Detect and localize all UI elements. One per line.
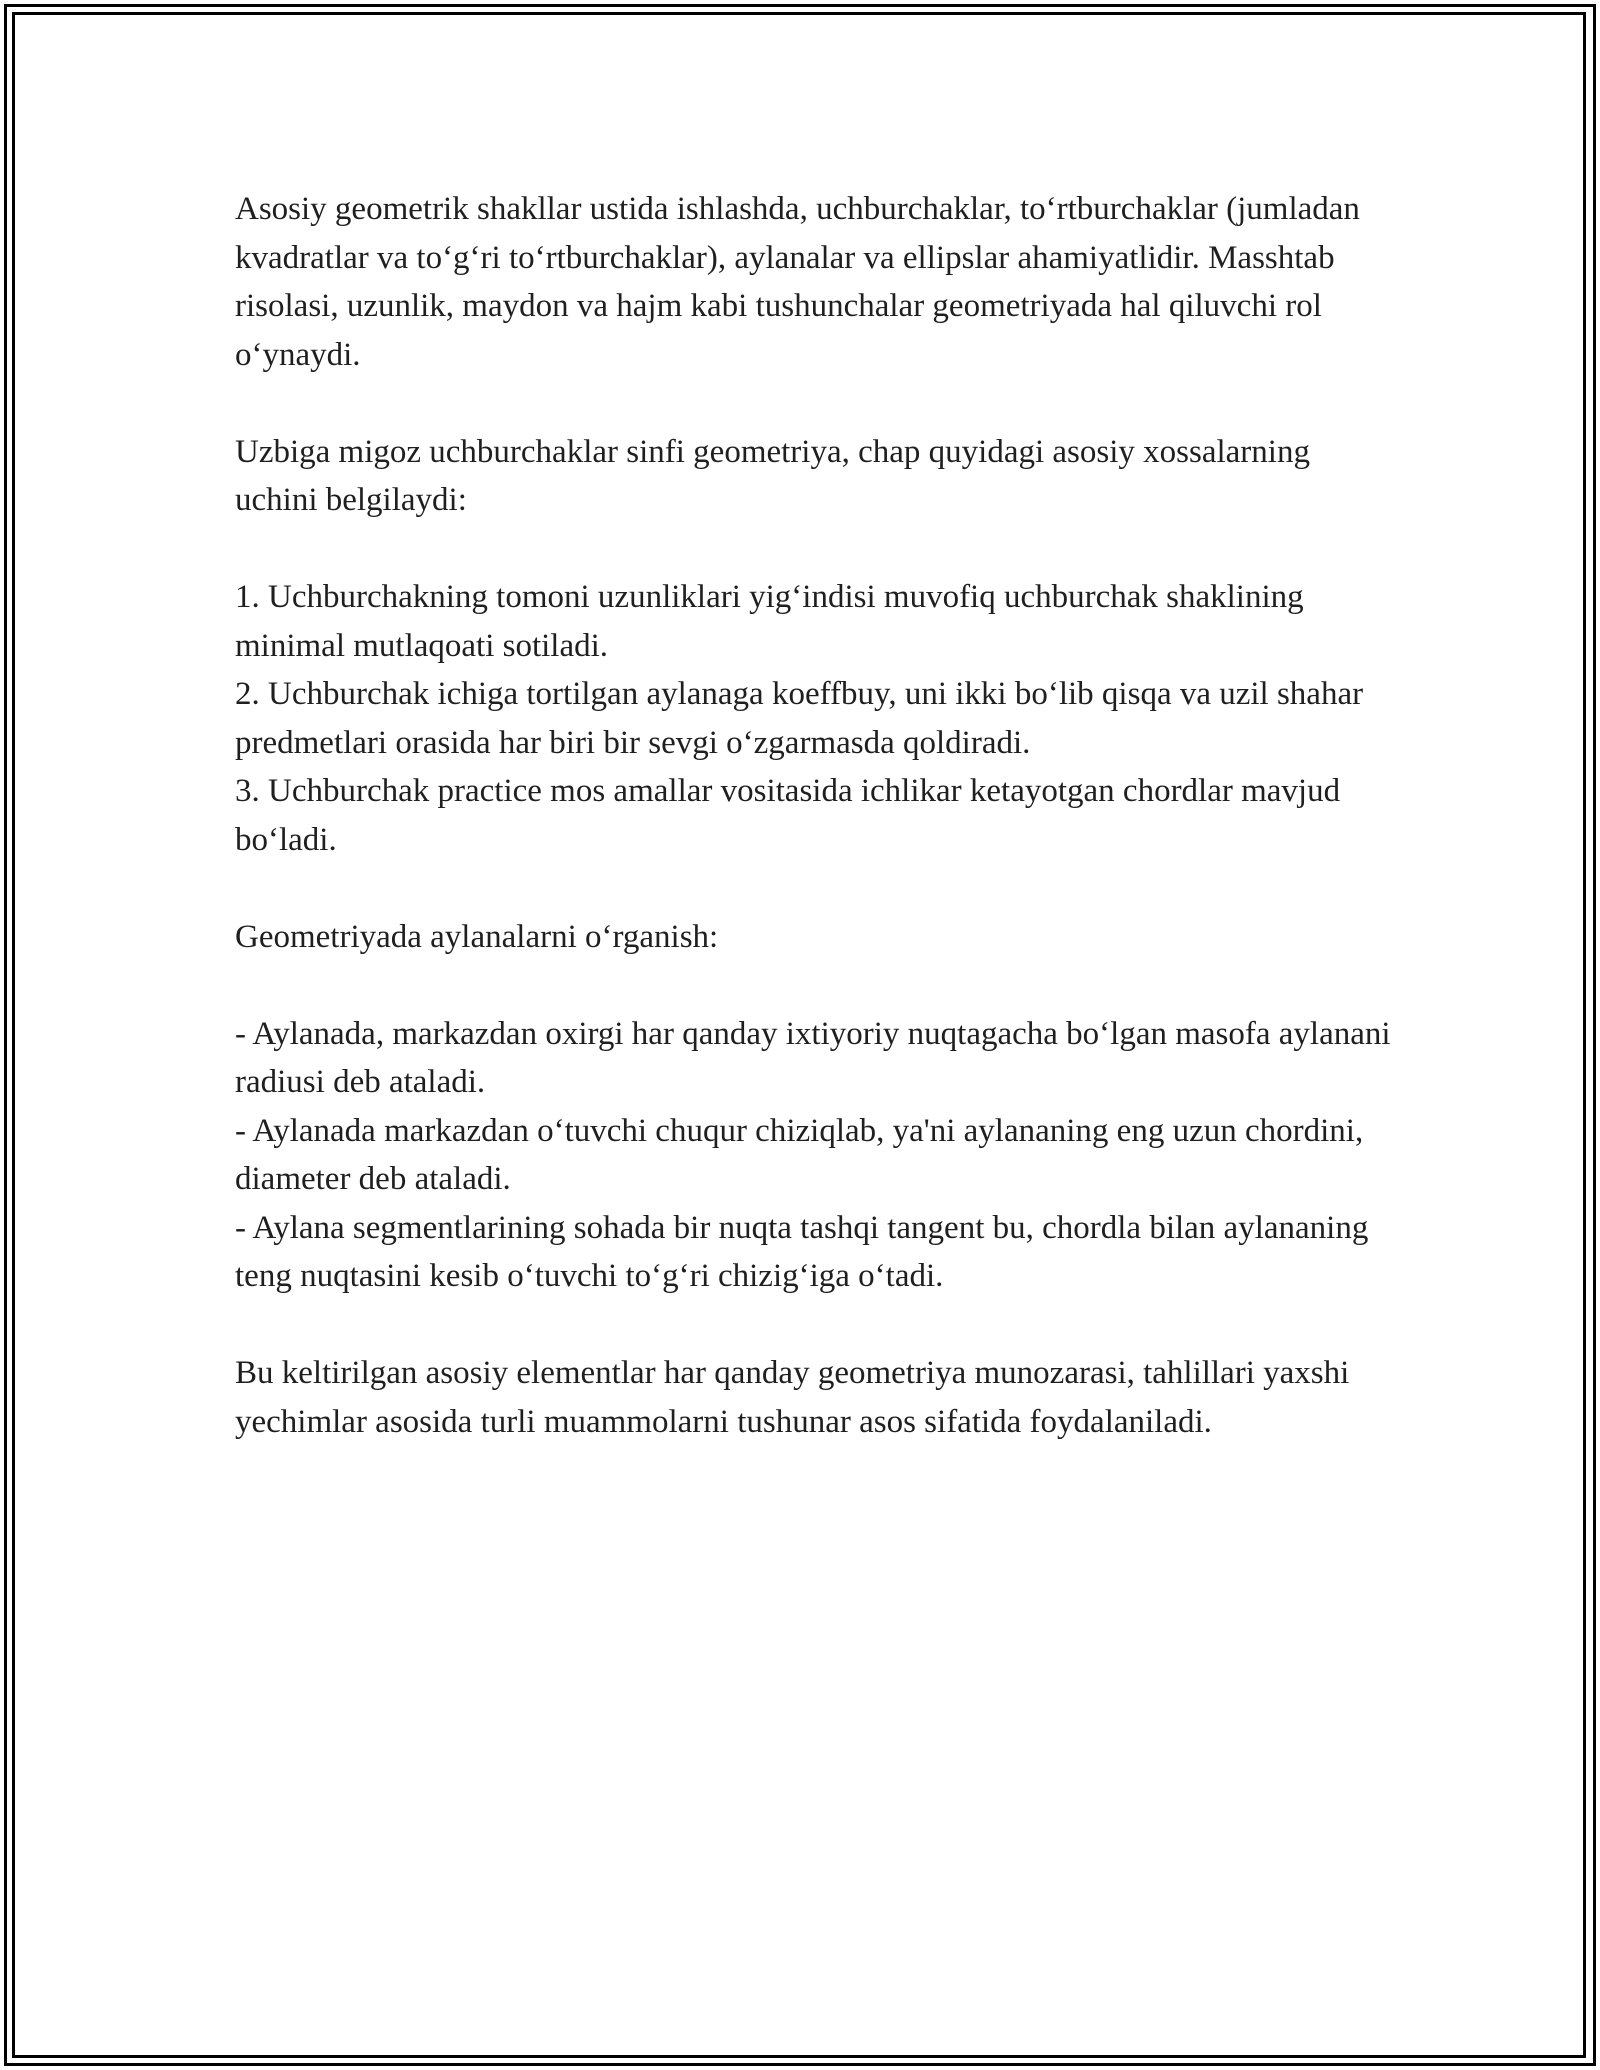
triangle-properties-list <box>235 573 1395 864</box>
circle-properties-list <box>235 1010 1395 1301</box>
document-body <box>235 185 1395 1495</box>
conclusion-paragraph: Bu keltirilgan asosiy elementlar har qanday geometriya munozarasi, tahlillari yaxshi yechimlar asosida turli muammolarni tushunar asos sifatida foydalaniladi. <box>235 1355 1350 1440</box>
list-item: - Aylanada, markazdan oxirgi har qanday ixtiyoriy nuqtagacha boʻlgan masofa aylanani radiusi deb ataladi. <box>235 1015 1391 1100</box>
list-item: 3. Uchburchak practice mos amallar vositasida ichlikar ketayotgan chordlar mavjud boʻladi. <box>235 773 1341 858</box>
list-item: 1. Uchburchakning tomoni uzunliklari yigʻindisi muvofiq uchburchak shaklining minimal mutlaqoati sotiladi. <box>235 579 1304 664</box>
intro-paragraph: Asosiy geometrik shakllar ustida ishlashda, uchburchaklar, toʻrtburchaklar (jumladan kvadratlar va toʻgʻri toʻrtburchaklar), aylanalar va ellipslar ahamiyatlidir. Masshtab risolasi, uzunlik, maydon va hajm kabi tushunchalar geometriyada hal qiluvchi rol oʻynaydi. <box>235 191 1360 373</box>
triangles-intro-paragraph: Uzbiga migoz uchburchaklar sinfi geometriya, chap quyidagi asosiy xossalarning uchini belgilaydi: <box>235 433 1310 518</box>
circles-heading: Geometriyada aylanalarni oʻrganish: <box>235 918 719 955</box>
list-item: - Aylana segmentlarining sohada bir nuqta tashqi tangent bu, chordla bilan aylananing teng nuqtasini kesib oʻtuvchi toʻgʻri chizigʻiga oʻtadi. <box>235 1209 1369 1294</box>
list-item: - Aylanada markazdan oʻtuvchi chuqur chiziqlab, ya'ni aylananing eng uzun chordini, diameter deb ataladi. <box>235 1112 1364 1197</box>
list-item: 2. Uchburchak ichiga tortilgan aylanaga koeffbuy, uni ikki boʻlib qisqa va uzil shahar predmetlari orasida har biri bir sevgi oʻzgarmasda qoldiradi. <box>235 676 1364 761</box>
